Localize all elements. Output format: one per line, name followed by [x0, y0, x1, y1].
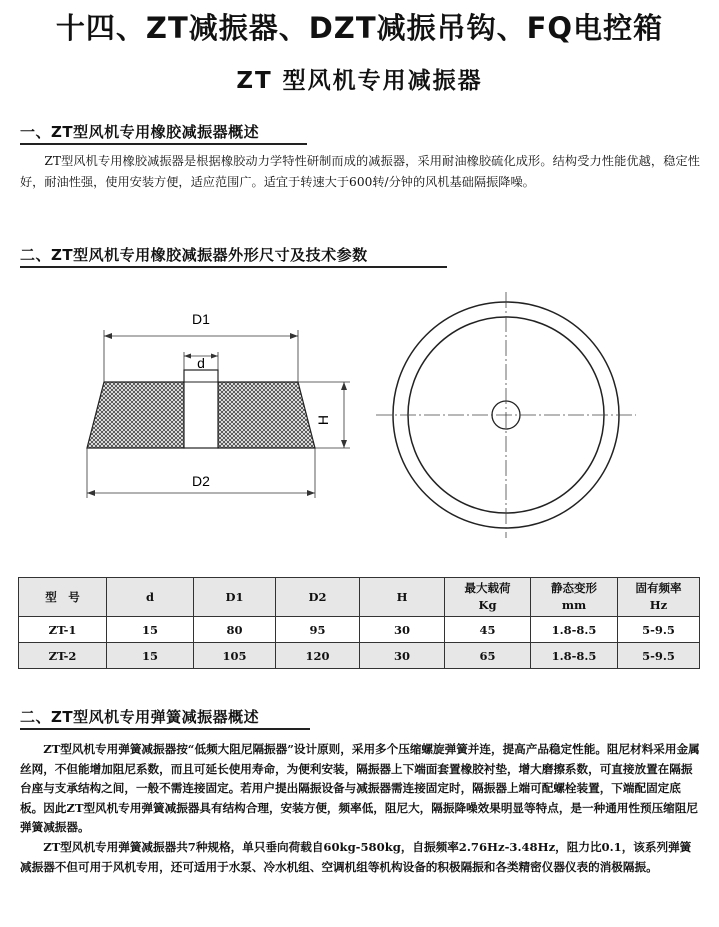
section1-text: ZT型风机专用橡胶减振器是根据橡胶动力学特性研制而成的减振器，采用耐油橡胶硫化成形。结构受力性能优越，稳定性好，耐油性强，使用安装方便，适应范围广。适宜于转速大于600转/分钟的风机基础隔振降噪。 [20, 154, 700, 189]
rubber-body-right [218, 382, 315, 448]
cell-d: 15 [107, 643, 194, 669]
dimension-drawing [0, 270, 719, 570]
cell-d2: 95 [276, 617, 360, 643]
cell-model: ZT-2 [19, 643, 107, 669]
header-d2: D2 [276, 578, 360, 617]
cell-d1: 105 [194, 643, 276, 669]
header-model: 型 号 [19, 578, 107, 617]
header-d1: D1 [194, 578, 276, 617]
section3-paragraphs [20, 740, 700, 877]
cell-model: ZT-1 [19, 617, 107, 643]
section1-underline [20, 143, 307, 145]
d-label: d [197, 355, 205, 371]
cell-h: 30 [360, 617, 445, 643]
header-natural-frequency: 固有频率 Hz [618, 578, 700, 617]
cell-static-deflection: 1.8-8.5 [531, 617, 618, 643]
header-max-load: 最大载荷 Kg [445, 578, 531, 617]
table-row [19, 643, 700, 669]
main-title: 十四、ZT减振器、DZT减振吊钩、FQ电控箱 [55, 11, 664, 45]
section3-paragraph-2: ZT型风机专用弹簧减振器共7种规格，单只垂向荷载自60kg-580kg，自振频率2.76Hz-3.48Hz，阻力比0.1，该系列弹簧减振器不但可用于风机专用，还可适用于水泵、冷水机组、空调机组等机构设备的积极隔振和各类精密仪器仪表的消极隔振。 [20, 839, 692, 874]
cell-d2: 120 [276, 643, 360, 669]
spec-table [18, 577, 700, 669]
cell-h: 30 [360, 643, 445, 669]
header-static-deflection: 静态变形 mm [531, 578, 618, 617]
cell-d1: 80 [194, 617, 276, 643]
cell-max-load: 65 [445, 643, 531, 669]
section1-paragraph [20, 151, 700, 193]
sub-title: ZT 型风机专用减振器 [236, 68, 483, 94]
d2-label: D2 [192, 473, 210, 489]
cell-static-deflection: 1.8-8.5 [531, 643, 618, 669]
section3-title: 二、ZT型风机专用弹簧减振器概述 [20, 708, 260, 726]
rubber-body-left [87, 382, 184, 448]
side-view [87, 330, 350, 498]
table-header-row [19, 578, 700, 617]
header-d: d [107, 578, 194, 617]
cell-natural-frequency: 5-9.5 [618, 643, 700, 669]
cell-max-load: 45 [445, 617, 531, 643]
section3-paragraph-1: ZT型风机专用弹簧减振器按“低频大阻尼隔振器”设计原则，采用多个压缩螺旋弹簧并连，提高产品稳定性能。阻尼材料采用金属丝网，不但能增加阻尼系数，而且可延长使用寿命，为便利安装，隔振器上下端面套置橡胶衬垫，增大磨擦系数，可直接放置在隔振台座与支承结构之间，一般不需连接固定。若用户提出隔振设备与减振器需连接固定时，隔振器上端可配螺栓装置，下端配固定底板。因此ZT型风机专用弹簧减振器具有结构合理，安装方便，频率低，阻尼大，隔振降噪效果明显等特点，是一种通用性预压缩阻尼弹簧减振器。 [20, 742, 700, 835]
table-row [19, 617, 700, 643]
header-h: H [360, 578, 445, 617]
section2-title: 二、ZT型风机专用橡胶减振器外形尺寸及技术参数 [20, 246, 368, 264]
top-view [376, 292, 636, 538]
cell-natural-frequency: 5-9.5 [618, 617, 700, 643]
section3-underline [20, 728, 310, 730]
section1-title: 一、ZT型风机专用橡胶减振器概述 [20, 123, 260, 141]
section2-underline [20, 266, 447, 268]
d1-label: D1 [192, 311, 210, 327]
h-label: H [315, 414, 331, 426]
cell-d: 15 [107, 617, 194, 643]
